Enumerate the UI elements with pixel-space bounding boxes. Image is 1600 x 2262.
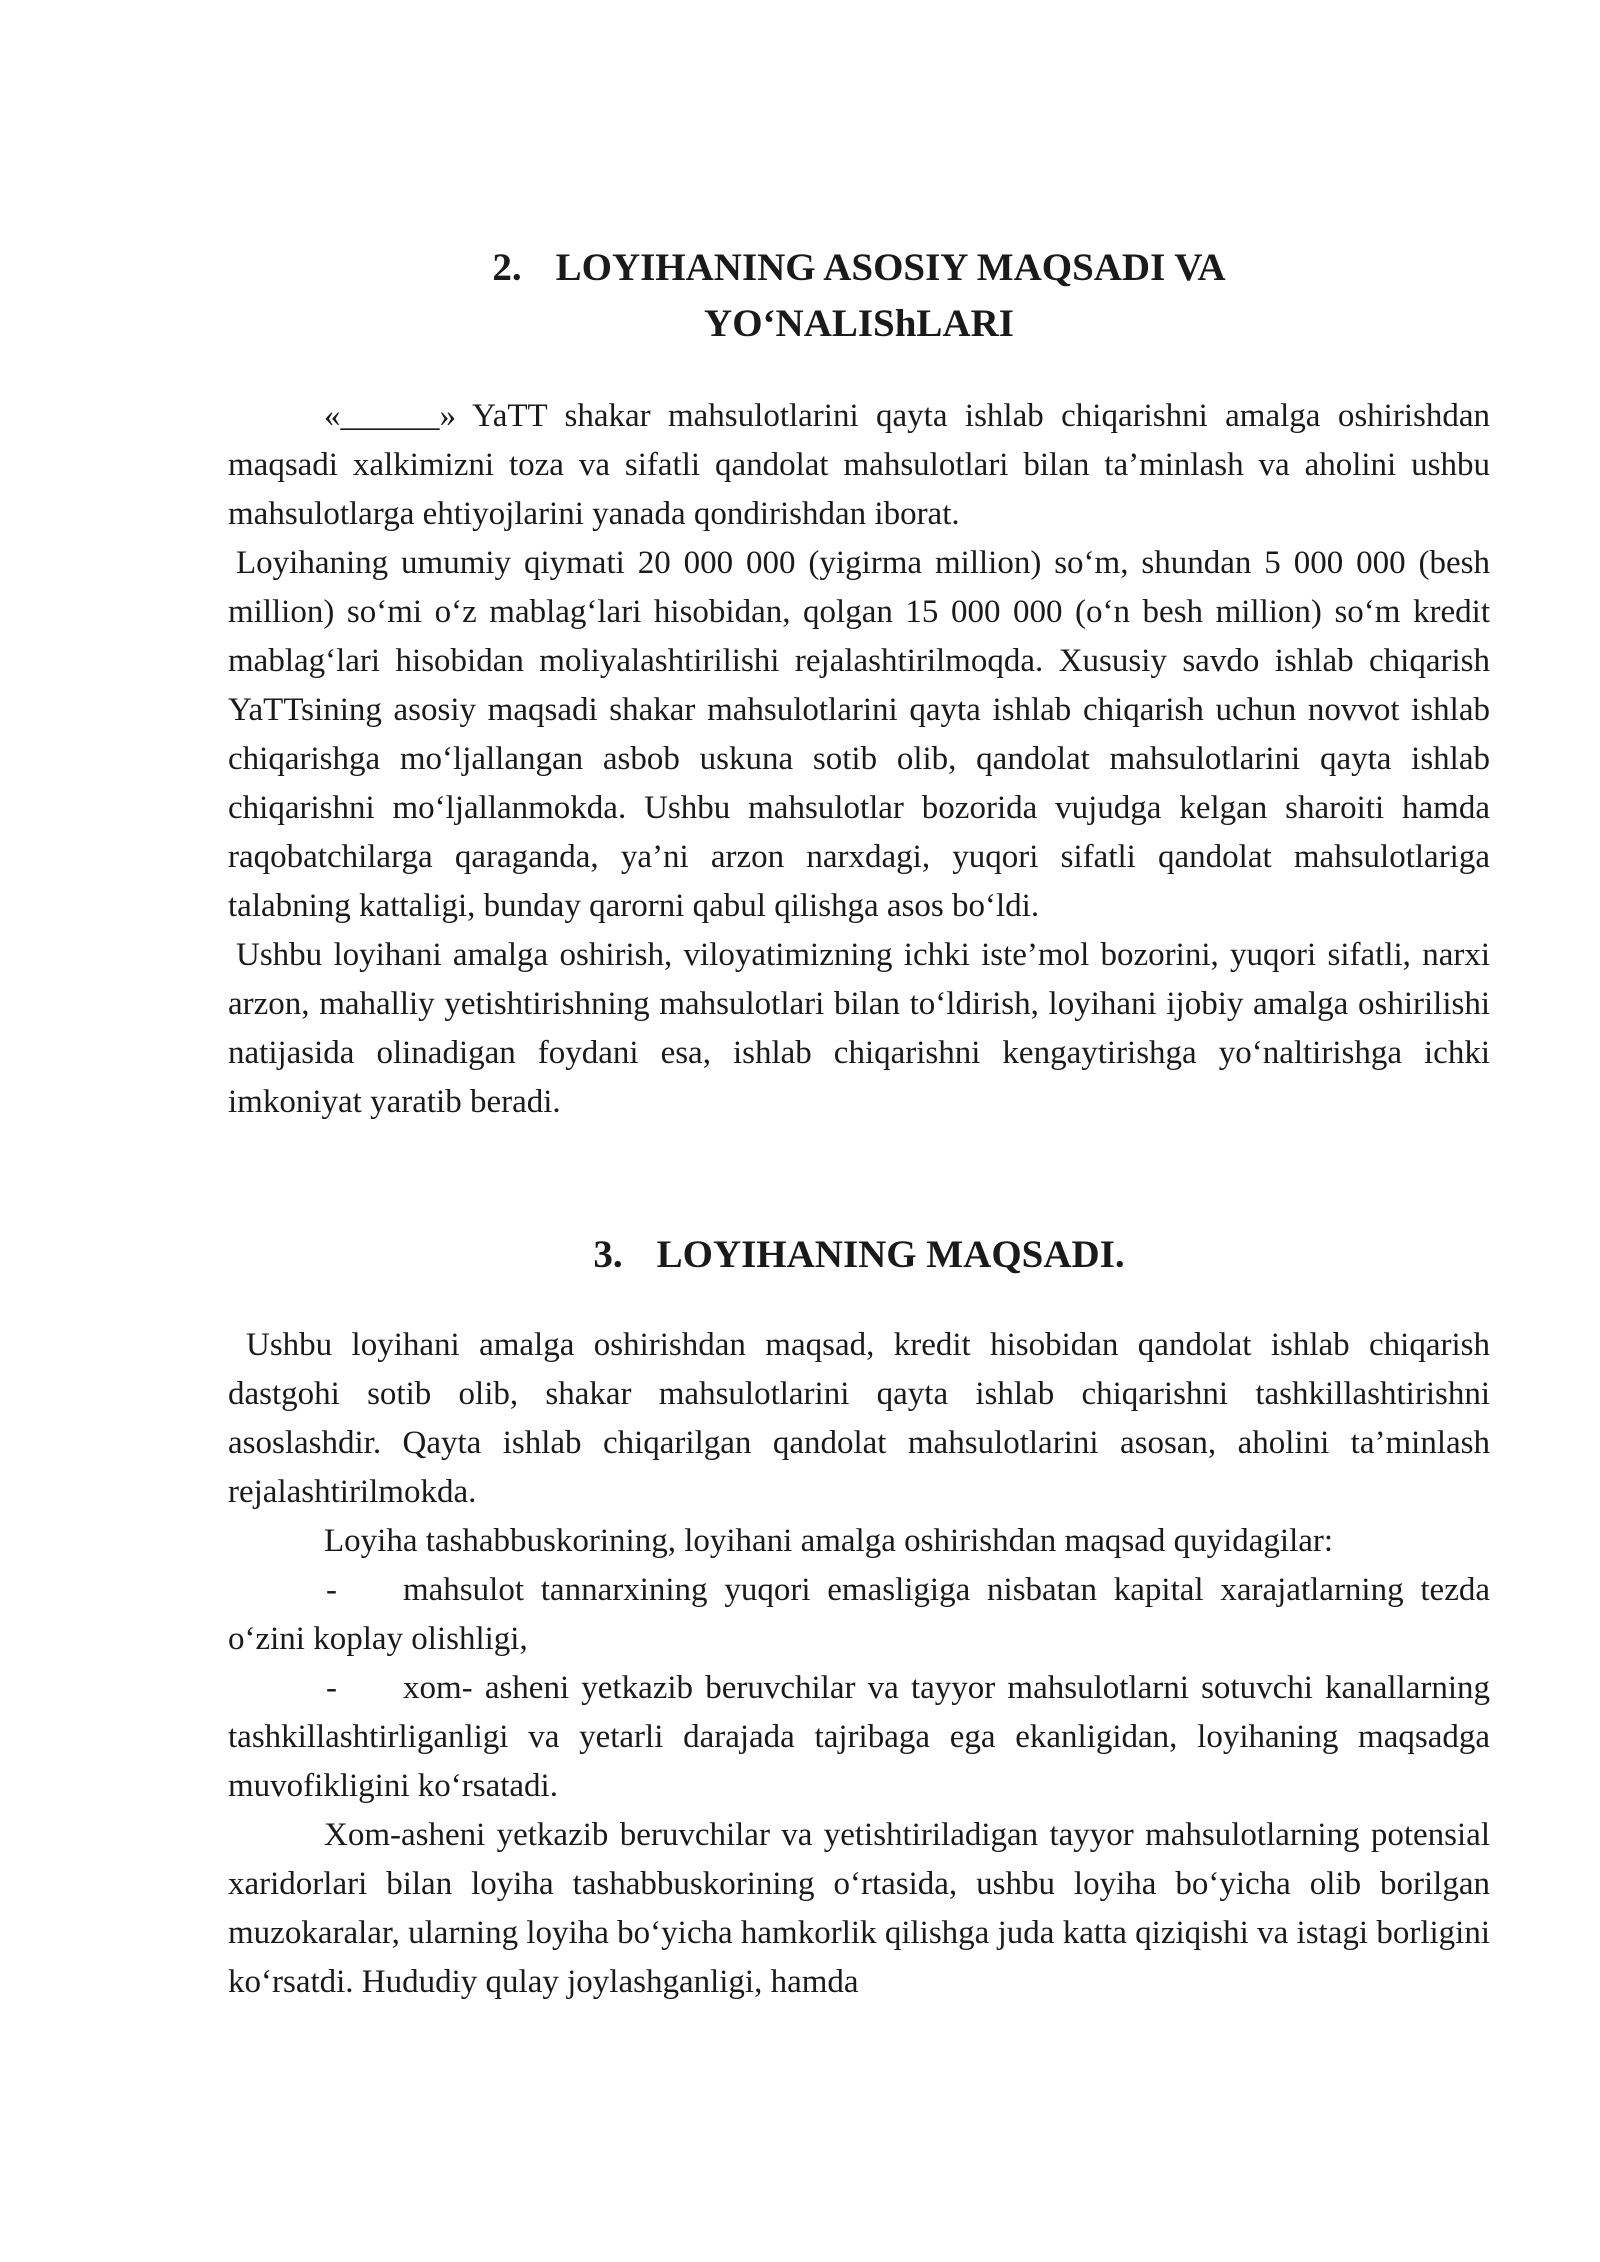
section-2-paragraph-3: Ushbu loyihani amalga oshirish, viloyatimizning ichki iste’mol bozorini, yuqori sifatli, narxi arzon, mahalliy yetishtirishning mahsulotlari bilan to‘ldirish, loyihani ijobiy amalga oshirilishi natijasida olinadigan foydani esa, ishlab chiqarishni kengaytirishga yo‘naltirishga ichki imkoniyat yaratib beradi. (228, 937, 1490, 1120)
section-2-title-line2: YO‘NALIShLARI (704, 302, 1014, 345)
section-3-paragraph-2: Loyiha tashabbuskorining, loyihani amalga oshirishdan maqsad quyidagilar: (324, 1523, 1334, 1559)
section-3-paragraph-3: Xom-asheni yetkazib beruvchilar va yetishtiriladigan tayyor mahsulotlarning potensial xaridorlari bilan loyiha tashabbuskorining o‘rtasida, ushbu loyiha bo‘yicha olib borilgan muzokaralar, ularning loyiha bo‘yicha hamkorlik qilishga juda katta qiziqishi va istagi borligini ko‘rsatdi. Hududiy qulay joylashganligi, hamda (228, 1817, 1490, 2000)
section-2-heading (228, 240, 1490, 352)
list-item: - xom- asheni yetkazib beruvchilar va tayyor mahsulotlarni sotuvchi kanallarning tashkillashtirliganligi va yetarli darajada tajribaga ega ekanligidan, loyihaning maqsadga muvofikligini ko‘rsatadi. (228, 1670, 1490, 1804)
document-page (228, 240, 1490, 2007)
list-item: - mahsulot tannarxining yuqori emasligiga nisbatan kapital xarajatlarning tezda o‘zini koplay olishligi, (228, 1572, 1490, 1657)
section-2-paragraph-1: «______» YaTT shakar mahsulotlarini qayta ishlab chiqarishni amalga oshirishdan maqsadi xalkimizni toza va sifatli qandolat mahsulotlari bilan ta’minlash va aholini ushbu mahsulotlarga ehtiyojlarini yanada qondirishdan iborat. (228, 398, 1490, 532)
section-2-title-line1: LOYIHANING ASOSIY MAQSADI VA (555, 246, 1226, 289)
section-2-number: 2. (492, 246, 522, 289)
section-3-title: LOYIHANING MAQSADI. (656, 1233, 1125, 1276)
section-2-paragraph-2: Loyihaning umumiy qiymati 20 000 000 (yigirma million) so‘m, shundan 5 000 000 (besh million) so‘mi o‘z mablag‘lari hisobidan, qolgan 15 000 000 (o‘n besh million) so‘m kredit mablag‘lari hisobidan moliyalashtirilishi rejalashtirilmoqda. Xususiy savdo ishlab chiqarish YaTTsining asosiy maqsadi shakar mahsulotlarini qayta ishlab chiqarish uchun novvot ishlab chiqarishga mo‘ljallangan asbob uskuna sotib olib, qandolat mahsulotlarini qayta ishlab chiqarishni mo‘ljallanmokda. Ushbu mahsulotlar bozorida vujudga kelgan sharoiti hamda raqobatchilarga qaraganda, ya’ni arzon narxdagi, yuqori sifatli qandolat mahsulotlariga talabning kattaligi, bunday qarorni qabul qilishga asos bo‘ldi. (228, 545, 1490, 924)
section-3-paragraph-1: Ushbu loyihani amalga oshirishdan maqsad, kredit hisobidan qandolat ishlab chiqarish dastgohi sotib olib, shakar mahsulotlarini qayta ishlab chiqarishni tashkillashtirishni asoslashdir. Qayta ishlab chiqarilgan qandolat mahsulotlarini asosan, aholini ta’minlash rejalashtirilmokda. (228, 1327, 1490, 1510)
section-3-heading (228, 1227, 1490, 1283)
section-3-number: 3. (593, 1233, 623, 1276)
